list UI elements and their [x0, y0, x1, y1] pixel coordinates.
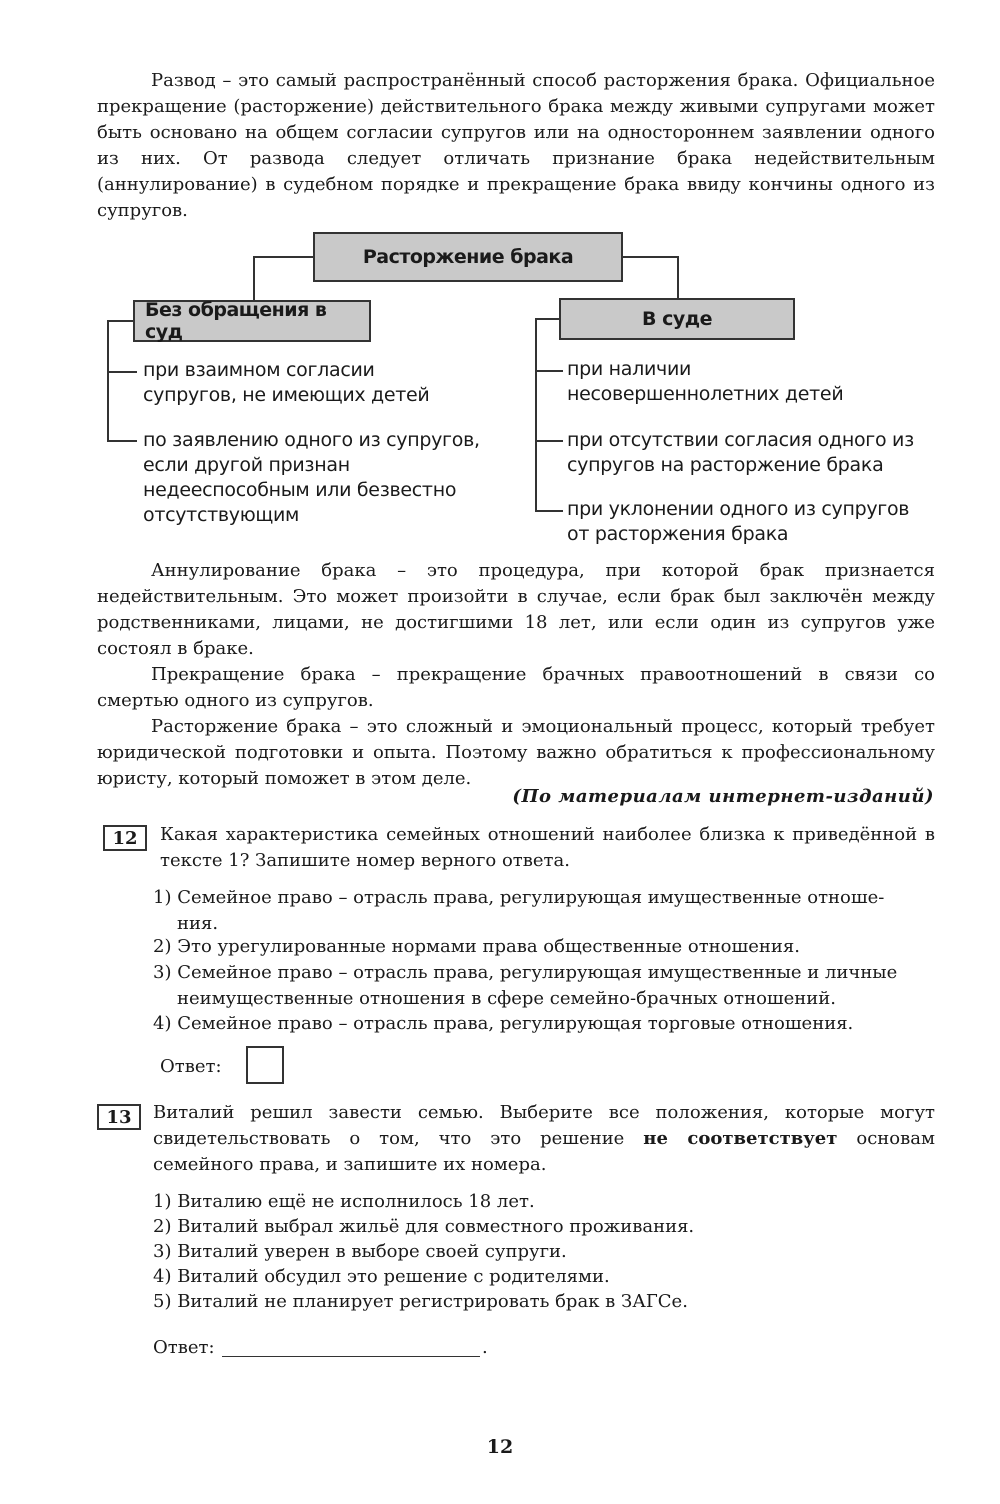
option-number: 3): [153, 962, 172, 983]
question-13-text-emphasis: не соответствует: [643, 1128, 838, 1149]
connector-root-left-h: [253, 256, 315, 258]
question-13-text-before: Виталий решил завести семью. Выберите все положения, которые могут свидетельствовать о том, что это решение: [153, 1102, 935, 1149]
question-12-option-1: [153, 885, 935, 937]
option-number: 1): [153, 887, 172, 908]
question-13-answer-period: .: [482, 1337, 488, 1358]
question-12-answer-label: Ответ:: [160, 1056, 222, 1077]
option-text: Семейное право – отрасль права, регулирующая имущественные и личные: [177, 962, 898, 983]
right-item-3: при уклонении одного из супругов от расторжения брака: [567, 498, 910, 545]
option-text-continued: ния.: [177, 913, 219, 934]
question-12-option-3: [153, 960, 935, 1012]
right-branch-box: В суде: [559, 298, 795, 340]
page-number: 12: [486, 1436, 514, 1458]
question-13-number: 13: [97, 1104, 141, 1130]
question-12-answer-box[interactable]: [246, 1046, 284, 1084]
question-13-option-3: 3) Виталий уверен в выборе своей супруги.: [153, 1241, 567, 1262]
intro-paragraph: Развод – это самый распространённый способ расторжения брака. Официальное прекращение (расторжение) действительного брака между живыми супругами может быть основано на общем согласии супругов или на одностороннем заявлении одного из них. От развода следует отличать признание брака недействительным (аннулирование) в судебном порядке и прекращение брака ввиду кончины одного из супругов.: [97, 70, 935, 221]
left-bracket-tick-1: [107, 371, 137, 373]
connector-root-right-v: [677, 256, 679, 300]
left-bracket-top: [107, 320, 135, 322]
left-bracket-tick-2: [107, 440, 137, 442]
left-item-1: при взаимном согласии супругов, не имеющих детей: [143, 359, 430, 406]
question-13-option-4: 4) Виталий обсудил это решение с родителями.: [153, 1266, 610, 1287]
question-13-text-after: основам семейного права, и запишите их номера.: [153, 1128, 935, 1175]
question-12-option-4: [153, 1011, 935, 1037]
right-item-1: при наличии несовершеннолетних детей: [567, 358, 844, 405]
option-text: Семейное право – отрасль права, регулирующая имущественные отноше-: [177, 887, 885, 908]
paragraph-annulment: Аннулирование брака – это процедура, при которой брак признается недействительным. Это может произойти в случае, если брак был заключён между родственниками, лицами, не достигшими 18 лет, или если один из супругов уже состоял в браке.: [97, 560, 935, 659]
right-bracket-tick-1: [535, 370, 563, 372]
left-bracket-vertical: [107, 320, 109, 442]
question-12-number: 12: [103, 825, 147, 851]
connector-root-left-v: [253, 256, 255, 302]
question-13-option-5: 5) Виталий не планирует регистрировать брак в ЗАГСе.: [153, 1291, 688, 1312]
option-number: 2): [153, 936, 172, 957]
question-13-answer-label: Ответ:: [153, 1337, 215, 1358]
left-branch-box: Без обращения в суд: [133, 300, 371, 342]
paragraph-dissolution: Расторжение брака – это сложный и эмоциональный процесс, который требует юридической подготовки и опыта. Поэтому важно обратиться к профессиональному юристу, который поможет в этом деле.: [97, 716, 935, 789]
question-13-answer-line[interactable]: [222, 1338, 480, 1357]
connector-root-right-h: [621, 256, 679, 258]
option-text: Это урегулированные нормами права общественные отношения.: [177, 936, 800, 957]
right-bracket-vertical: [535, 318, 537, 512]
paragraph-termination: Прекращение брака – прекращение брачных правоотношений в связи со смертью одного из супругов.: [97, 664, 935, 711]
right-bracket-tick-2: [535, 440, 563, 442]
right-bracket-tick-3: [535, 510, 563, 512]
source-citation: (По материалам интернет-изданий): [512, 786, 934, 807]
question-13-option-1: 1) Виталию ещё не исполнилось 18 лет.: [153, 1191, 535, 1212]
question-13-option-2: 2) Виталий выбрал жильё для совместного проживания.: [153, 1216, 695, 1237]
question-12-option-2: [153, 934, 935, 960]
option-text: Семейное право – отрасль права, регулирующая торговые отношения.: [177, 1013, 854, 1034]
option-number: 4): [153, 1013, 172, 1034]
root-box: Расторжение брака: [313, 232, 623, 282]
right-bracket-top: [535, 318, 561, 320]
option-text-continued: неимущественные отношения в сфере семейно-брачных отношений.: [177, 988, 837, 1009]
left-item-2: по заявлению одного из супругов, если другой признан недееспособным или безвестно отсутствующим: [143, 429, 480, 526]
question-13-text: [153, 1100, 935, 1178]
question-12-text: Какая характеристика семейных отношений наиболее близка к приведённой в тексте 1? Запишите номер верного ответа.: [160, 824, 935, 871]
right-item-2: при отсутствии согласия одного из супругов на расторжение брака: [567, 429, 914, 476]
